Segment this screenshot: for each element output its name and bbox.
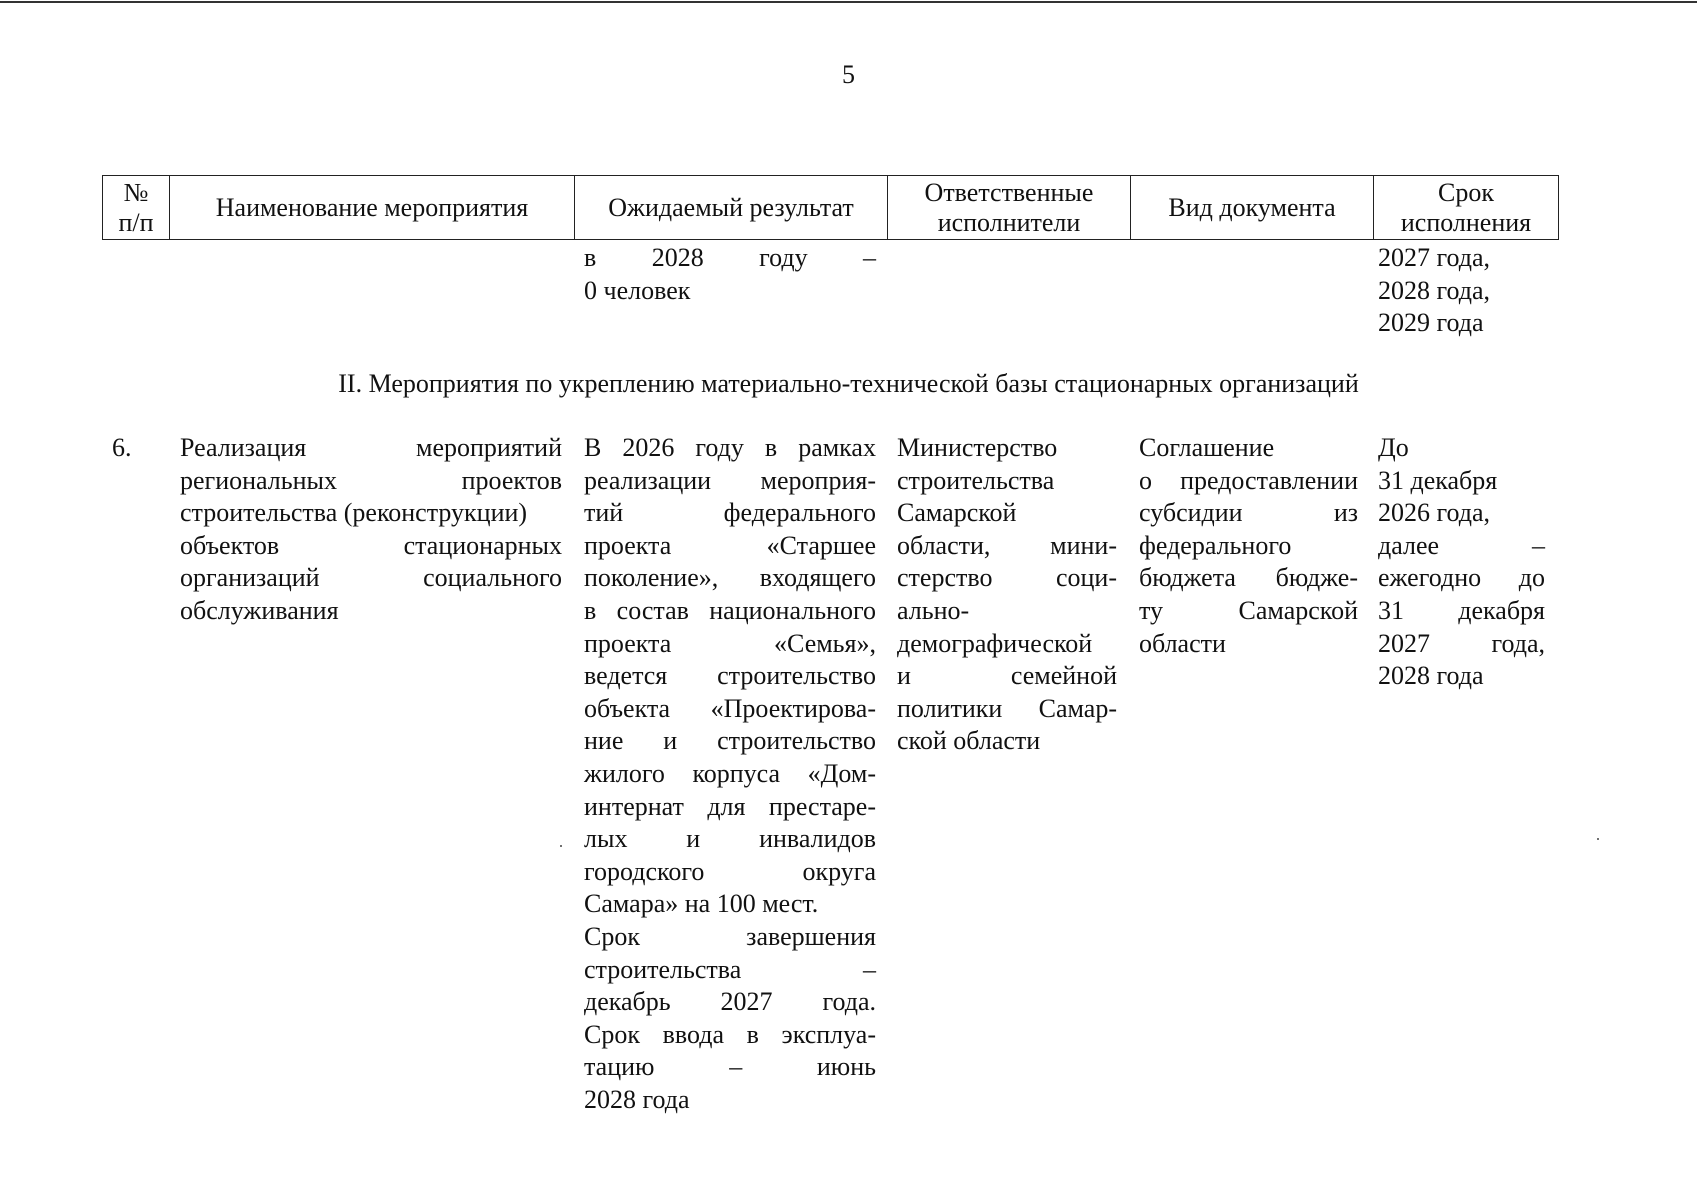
word: году xyxy=(759,243,808,272)
word: ведется xyxy=(584,661,668,691)
word: объекта xyxy=(584,693,671,723)
word: завершения xyxy=(746,921,876,951)
word: социального xyxy=(423,563,562,593)
word: субсидии xyxy=(1139,498,1243,528)
text-line xyxy=(1378,497,1545,530)
word: ние xyxy=(584,726,624,756)
word: в xyxy=(584,243,597,272)
text-line xyxy=(897,595,1117,628)
row6-expected-result xyxy=(584,432,876,1116)
text-line xyxy=(1139,628,1358,661)
scan-speck xyxy=(1597,838,1599,840)
header-deadline xyxy=(1374,176,1559,240)
continued-result-line-1 xyxy=(584,242,876,275)
word: году xyxy=(695,433,744,462)
text-line xyxy=(584,530,876,563)
word: 2027 xyxy=(720,987,773,1017)
word: Самарской xyxy=(897,498,1017,528)
header-responsible xyxy=(888,176,1131,240)
word: строительства (реконструкции) xyxy=(180,498,528,528)
word: и xyxy=(897,661,911,691)
word: федерального xyxy=(1139,530,1292,560)
word: интернат xyxy=(584,791,684,821)
word: объектов xyxy=(180,530,280,560)
row6-number xyxy=(112,432,152,465)
word: Соглашение xyxy=(1139,433,1275,462)
text-line xyxy=(897,530,1117,563)
word: предоставлении xyxy=(1180,465,1358,495)
text-line xyxy=(584,1084,876,1117)
word: далее xyxy=(1378,530,1440,560)
text-line xyxy=(584,693,876,726)
word: семейной xyxy=(1010,661,1117,691)
text-line xyxy=(584,432,876,465)
word: Самар- xyxy=(1038,693,1117,723)
word: состав xyxy=(616,595,689,625)
text-line xyxy=(584,954,876,987)
row6-document-type xyxy=(1139,432,1358,660)
text-line xyxy=(1139,432,1358,465)
word: Срок xyxy=(584,1019,640,1049)
word: округа xyxy=(802,856,876,886)
text-line xyxy=(584,758,876,791)
word: проектов xyxy=(461,465,562,495)
word: мероприя- xyxy=(760,465,876,495)
text-line xyxy=(584,986,876,1019)
header-responsible-line-1: Ответственные xyxy=(924,177,1094,207)
text-line xyxy=(1139,595,1358,628)
word: из xyxy=(1333,498,1358,528)
word: «Дом- xyxy=(807,758,876,788)
word: реализации xyxy=(584,465,712,495)
text-line xyxy=(584,1019,876,1052)
word: стационарных xyxy=(403,530,562,560)
word: проекта xyxy=(584,530,672,560)
word: политики xyxy=(897,693,1003,723)
word: и xyxy=(663,726,678,756)
word: области, xyxy=(897,530,991,560)
word: Министерство xyxy=(897,433,1058,462)
word: Самара» на 100 мест. xyxy=(584,889,819,919)
word: июнь xyxy=(816,1052,876,1082)
word: – xyxy=(863,243,876,272)
word: и xyxy=(686,824,701,854)
text-line xyxy=(584,725,876,758)
word: региональных xyxy=(180,465,338,495)
header-responsible-line-2: исполнители xyxy=(937,207,1081,237)
word: строительства xyxy=(584,954,742,984)
text-line xyxy=(1378,628,1545,661)
text-line xyxy=(584,595,876,628)
text-line xyxy=(897,465,1117,498)
word: входящего xyxy=(759,563,876,593)
text-line xyxy=(1139,530,1358,563)
word: Самарской xyxy=(1238,595,1358,625)
word: 2026 xyxy=(622,433,675,462)
text-line xyxy=(1378,595,1545,628)
text-line xyxy=(897,562,1117,595)
text-line xyxy=(1378,465,1545,498)
text-line xyxy=(1378,660,1545,693)
text-line xyxy=(584,1051,876,1084)
text-line xyxy=(897,660,1117,693)
header-deadline-line-1: Срок xyxy=(1438,177,1494,207)
page-number: 5 xyxy=(842,60,855,89)
word: тацию xyxy=(584,1052,655,1082)
text-line xyxy=(897,725,1117,758)
text-line xyxy=(180,562,562,595)
table-header xyxy=(102,175,1559,240)
text-line xyxy=(180,595,562,628)
text-line xyxy=(180,497,562,530)
text-line xyxy=(584,823,876,856)
continued-result-line-2: 0 человек xyxy=(584,275,691,305)
word: – xyxy=(1532,530,1545,560)
word: в xyxy=(584,595,597,625)
text-line xyxy=(584,497,876,530)
word: строительство xyxy=(717,661,876,691)
row6-number-text: 6. xyxy=(112,433,132,462)
word: эксплуа- xyxy=(781,1019,876,1049)
word: корпуса xyxy=(692,758,781,788)
word: 31 xyxy=(1378,595,1404,625)
text-line xyxy=(1139,465,1358,498)
text-line xyxy=(584,791,876,824)
word: жилого xyxy=(584,758,665,788)
word: бюдже- xyxy=(1275,563,1358,593)
word: бюджета xyxy=(1139,563,1236,593)
text-line xyxy=(584,921,876,954)
continued-deadline-line: 2029 года xyxy=(1378,308,1484,338)
word: рамках xyxy=(798,433,876,462)
word: о xyxy=(1139,465,1152,495)
word: ской области xyxy=(897,726,1041,756)
text-line xyxy=(1378,562,1545,595)
text-line xyxy=(897,693,1117,726)
text-line xyxy=(180,432,562,465)
row6-event-name xyxy=(180,432,562,628)
header-deadline-line-2: исполнения xyxy=(1400,207,1532,237)
text-line xyxy=(584,888,876,921)
word: – xyxy=(863,954,876,984)
continued-deadline-line: 2027 года, xyxy=(1378,243,1491,272)
word: ежегодно xyxy=(1378,563,1482,593)
word: проекта xyxy=(584,628,672,658)
word: демографической xyxy=(897,628,1093,658)
word: лых xyxy=(584,824,628,854)
word: 2027 xyxy=(1378,628,1430,658)
row6-deadline xyxy=(1378,432,1545,693)
word: ально- xyxy=(897,595,970,625)
text-line xyxy=(584,465,876,498)
word: 2028 года xyxy=(1378,661,1484,691)
row6-responsible xyxy=(897,432,1117,758)
text-line xyxy=(897,497,1117,530)
word: строительства xyxy=(897,465,1055,495)
header-number xyxy=(103,176,170,240)
word: В xyxy=(584,433,602,462)
word: городского xyxy=(584,856,705,886)
word: «Семья», xyxy=(774,628,876,658)
header-event-name: Наименование мероприятия xyxy=(170,176,575,240)
word: 2026 года, xyxy=(1378,498,1491,528)
table-header-row xyxy=(103,176,1559,240)
header-document-type: Вид документа xyxy=(1131,176,1374,240)
word: национального xyxy=(709,595,876,625)
text-line xyxy=(897,432,1117,465)
word: До xyxy=(1378,433,1409,462)
section-heading: II. Мероприятия по укреплению материально-технической базы стационарных организаций xyxy=(338,369,1359,398)
word: престаре- xyxy=(768,791,876,821)
word: инвалидов xyxy=(759,824,876,854)
word: тий xyxy=(584,498,624,528)
text-line xyxy=(1378,432,1545,465)
word: стерство xyxy=(897,563,993,593)
word: федерального xyxy=(723,498,876,528)
scan-speck xyxy=(560,845,562,847)
word: соци- xyxy=(1055,563,1117,593)
text-line xyxy=(1139,562,1358,595)
word: 31 декабря xyxy=(1378,465,1498,495)
word: года, xyxy=(1491,628,1545,658)
word: Реализация xyxy=(180,433,307,462)
text-line xyxy=(1139,497,1358,530)
top-border-line xyxy=(0,1,1697,3)
word: организаций xyxy=(180,563,320,593)
word: мероприятий xyxy=(416,433,562,462)
continued-deadline-cell xyxy=(1378,242,1548,340)
word: – xyxy=(729,1052,743,1082)
text-line xyxy=(584,562,876,595)
text-line xyxy=(180,530,562,563)
word: ввода xyxy=(662,1019,725,1049)
text-line xyxy=(584,856,876,889)
text-line xyxy=(584,660,876,693)
word: декабрь xyxy=(584,987,671,1017)
text-line xyxy=(1378,530,1545,563)
word: до xyxy=(1518,563,1545,593)
header-number-line-1: № xyxy=(123,177,149,207)
word: обслуживания xyxy=(180,595,339,625)
word: декабря xyxy=(1458,595,1545,625)
word: строительство xyxy=(717,726,876,756)
word: в xyxy=(764,433,778,462)
word: в xyxy=(746,1019,759,1049)
word: ту xyxy=(1139,595,1164,625)
word: Срок xyxy=(584,921,640,951)
word: «Старшее xyxy=(766,530,876,560)
word: для xyxy=(707,791,746,821)
word: года. xyxy=(822,987,876,1017)
continued-result-cell xyxy=(584,242,876,307)
header-expected-result: Ожидаемый результат xyxy=(575,176,888,240)
text-line xyxy=(584,628,876,661)
text-line xyxy=(897,628,1117,661)
word: 2028 года xyxy=(584,1084,690,1114)
word: области xyxy=(1139,628,1226,658)
word: мини- xyxy=(1050,530,1117,560)
continued-deadline-line: 2028 года, xyxy=(1378,275,1491,305)
word: «Проектирова- xyxy=(710,693,876,723)
header-number-line-2: п/п xyxy=(118,207,154,237)
text-line xyxy=(180,465,562,498)
word: поколение», xyxy=(584,563,719,593)
word: 2028 xyxy=(651,243,704,272)
